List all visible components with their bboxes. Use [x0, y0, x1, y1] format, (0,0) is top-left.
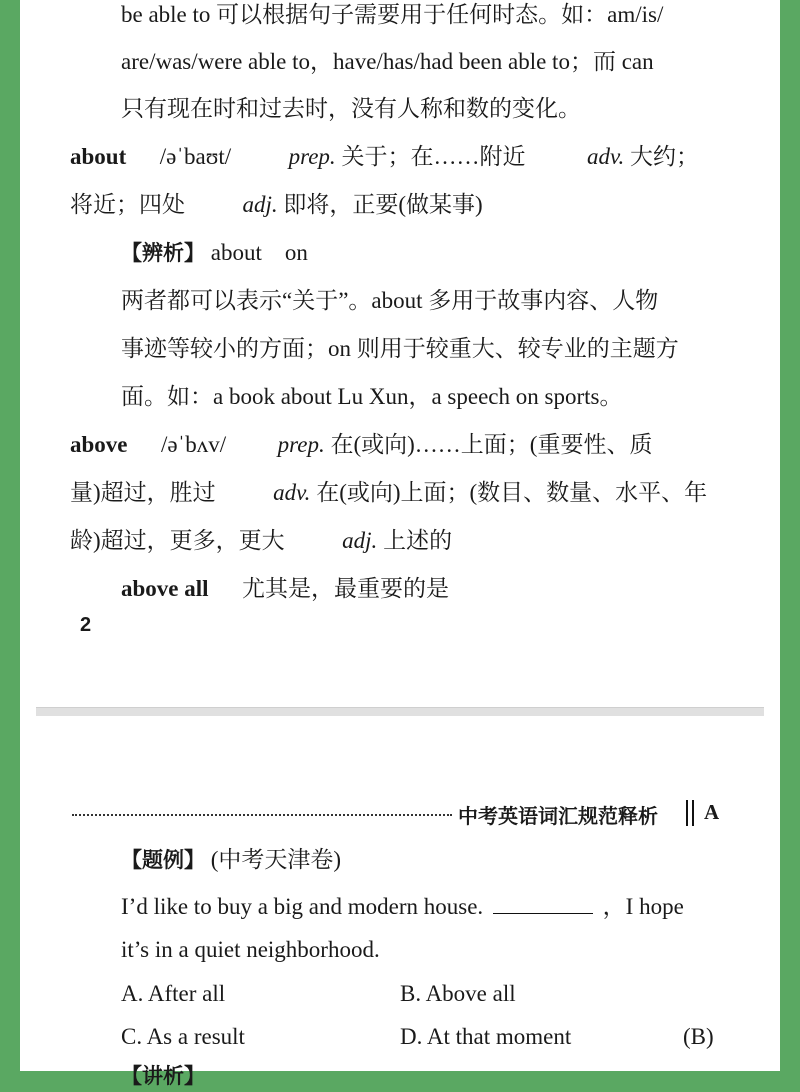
- definition: 关于；在……附近: [341, 144, 526, 169]
- phrase-definition: 尤其是，最重要的是: [242, 576, 450, 601]
- header-dotted-leader: [72, 814, 452, 818]
- pos-prep: prep.: [288, 144, 336, 169]
- definition: 在(或向)上面；(数目、数量、水平、年: [316, 480, 708, 505]
- example-heading: [121, 845, 341, 876]
- definition: 量)超过，胜过: [70, 480, 216, 505]
- entry-above-line-2: [70, 478, 707, 508]
- next-section-tag: 【讲析】: [121, 1065, 205, 1088]
- definition: 大约；: [629, 144, 699, 169]
- phrase-above-all: [121, 574, 449, 604]
- bianxi-line-3: 面。如：a book about Lu Xun，a speech on sports。: [121, 384, 623, 409]
- bianxi-words: about on: [210, 240, 308, 265]
- headword-above: above: [70, 432, 128, 457]
- definition: 上述的: [383, 528, 453, 553]
- example-tag: 【题例】: [121, 849, 205, 872]
- question-text: ，I hope: [602, 894, 684, 919]
- entry-about-line-2: [70, 190, 483, 220]
- pos-adv: adv.: [273, 480, 311, 505]
- running-header-title: 中考英语词汇规范释析: [458, 804, 658, 828]
- pos-adj: adj.: [242, 192, 278, 217]
- question-text: I’d like to buy a big and modern house.: [121, 894, 484, 919]
- option-a: A. After all: [121, 981, 226, 1006]
- example-source: (中考天津卷): [210, 847, 342, 872]
- pos-adv: adv.: [586, 144, 625, 169]
- pos-prep: prep.: [277, 432, 325, 457]
- option-c: C. As a result: [121, 1024, 245, 1049]
- definition: 龄)超过，更多，更大: [70, 528, 285, 553]
- question-line-2: it’s in a quiet neighborhood.: [121, 937, 380, 962]
- option-b: B. Above all: [400, 981, 516, 1006]
- pos-adj: adj.: [342, 528, 378, 553]
- able-note-line-3: 只有现在时和过去时，没有人称和数的变化。: [121, 96, 581, 121]
- page-number: 2: [80, 614, 92, 636]
- bianxi-line-1: 两者都可以表示“关于”。about 多用于故事内容、人物: [121, 288, 659, 313]
- entry-about-line-1: [70, 142, 699, 172]
- bianxi-heading: [121, 238, 308, 269]
- question-line-1: [121, 892, 684, 922]
- definition: 即将，正要(做某事): [283, 192, 483, 217]
- bianxi-tag: 【辨析】: [121, 242, 205, 265]
- answer-key: (B): [683, 1024, 714, 1049]
- definition: 在(或向)……上面；(重要性、质: [330, 432, 653, 457]
- header-section-letter: A: [704, 800, 720, 824]
- headword-about: about: [70, 144, 127, 169]
- entry-above-line-3: [70, 526, 452, 556]
- option-d: D. At that moment: [400, 1024, 572, 1049]
- able-note-line-2: are/was/were able to，have/has/had been able to；而 can: [121, 49, 654, 74]
- header-double-bar: [686, 800, 694, 826]
- answer-blank: [493, 893, 593, 914]
- able-note-line-1: be able to 可以根据句子需要用于任何时态。如：am/is/: [121, 2, 664, 27]
- phonetic-about: /əˈbaʊt/: [159, 144, 232, 169]
- definition: 将近；四处: [70, 192, 185, 217]
- entry-above-line-1: [70, 430, 652, 460]
- bianxi-line-2: 事迹等较小的方面；on 则用于较重大、较专业的主题方: [121, 336, 679, 361]
- phrase-term: above all: [121, 576, 209, 601]
- phonetic-above: /əˈbʌv/: [161, 432, 227, 457]
